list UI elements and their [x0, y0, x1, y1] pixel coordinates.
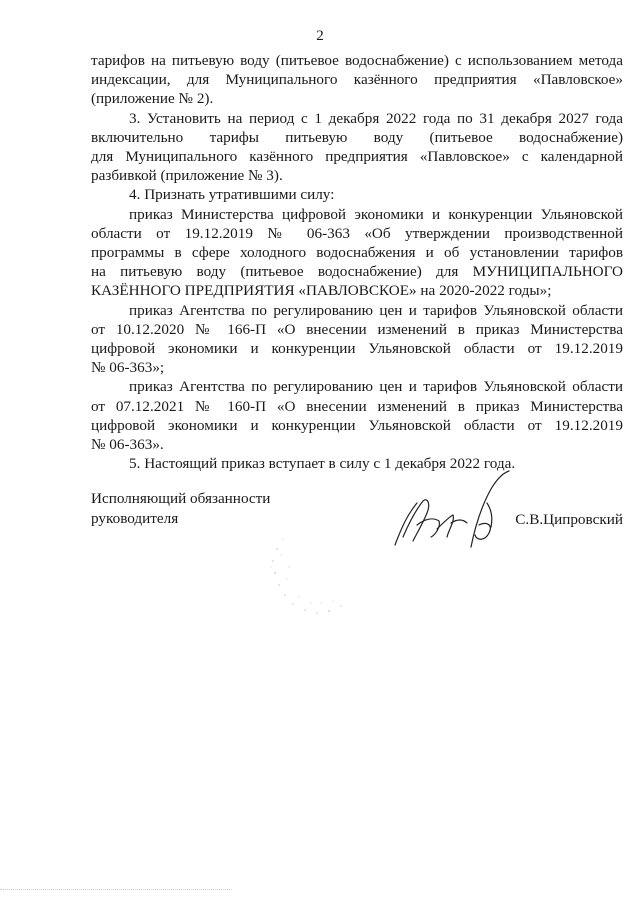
repealed-order-1-line: КАЗЁННОГО ПРЕДПРИЯТИЯ «ПАВЛОВСКОЕ» на 2020-2022 годы»;: [91, 282, 552, 300]
repealed-order-3-line: приказ Агентства по регулированию цен и тарифов Ульяновской области: [129, 378, 623, 396]
text-line: индексации, для Муниципального казённого предприятия «Павловское»: [91, 71, 623, 89]
item-3-line: разбивкой (приложение № 3).: [91, 167, 283, 185]
repealed-order-3-line: № 06-363».: [91, 436, 164, 454]
text-line: (приложение № 2).: [91, 90, 214, 108]
repealed-order-2-line: от 10.12.2020 № 166-П «О внесении изменений в приказ Министерства: [91, 320, 623, 338]
signatory-title-line: Исполняющий обязанности: [91, 490, 271, 507]
document-body: [91, 51, 623, 473]
signatory-title-line: руководителя: [91, 510, 179, 527]
repealed-order-1-line: области от 19.12.2019 № 06-363 «Об утверждении производственной: [91, 224, 623, 242]
text-line: тарифов на питьевую воду (питьевое водоснабжение) с использованием метода: [91, 52, 623, 69]
repealed-order-1-line: на питьевую воду (питьевое водоснабжение) для МУНИЦИПАЛЬНОГО: [91, 263, 623, 281]
item-3-line: включительно тарифы питьевую воду (питьевое водоснабжение): [91, 128, 623, 146]
item-5: 5. Настоящий приказ вступает в силу с 1 декабря 2022 года.: [129, 455, 516, 473]
repealed-order-3-line: цифровой экономики и конкуренции Ульяновской области от 19.12.2019: [91, 416, 623, 434]
signatory-title: [91, 489, 270, 529]
repealed-order-3-line: от 07.12.2021 № 160-П «О внесении изменений в приказ Министерства: [91, 397, 623, 415]
signatory-name: С.В.Ципровский: [515, 511, 623, 528]
handwritten-signature: [387, 467, 517, 557]
item-3-line: для Муниципального казённого предприятия «Павловское» с календарной: [91, 148, 623, 166]
stamp-imprint: [259, 509, 379, 629]
item-4-heading: 4. Признать утратившими силу:: [129, 186, 335, 204]
signature-block: [91, 489, 623, 659]
repealed-order-1-line: программы в сфере холодного водоснабжения и об установлении тарифов: [91, 244, 623, 262]
repealed-order-2-line: приказ Агентства по регулированию цен и тарифов Ульяновской области: [129, 301, 623, 319]
footer-divider: [0, 889, 232, 890]
repealed-order-2-line: цифровой экономики и конкуренции Ульяновской области от 19.12.2019: [91, 340, 623, 358]
item-3-line: 3. Установить на период с 1 декабря 2022 года по 31 декабря 2027 года: [129, 109, 623, 127]
page-number: 2: [316, 28, 324, 44]
repealed-order-1-line: приказ Министерства цифровой экономики и конкуренции Ульяновской: [129, 205, 623, 223]
repealed-order-2-line: № 06-363»;: [91, 359, 165, 377]
